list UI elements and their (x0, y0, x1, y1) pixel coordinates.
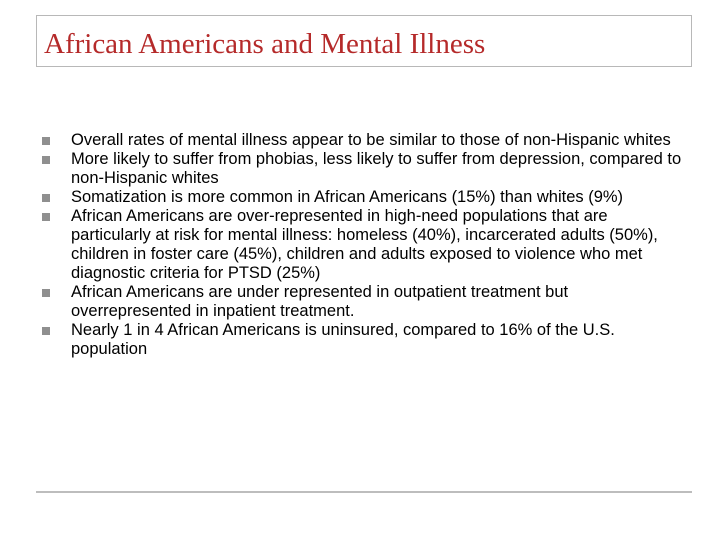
square-bullet-icon (42, 327, 50, 335)
bullet-text: Somatization is more common in African Americans (15%) than whites (9%) (71, 188, 624, 206)
bullet-item (40, 283, 686, 321)
title-frame-right-line (691, 15, 692, 67)
square-bullet-icon (42, 213, 50, 221)
square-bullet-icon (42, 194, 50, 202)
bullet-text: African Americans are under represented in outpatient treatment but overrepresented in inpatient treatment. (71, 283, 569, 320)
title-frame-left-line (36, 15, 37, 67)
bullet-item (40, 321, 686, 359)
bullet-item (40, 188, 686, 207)
bullet-text: African Americans are over-represented in high-need populations that are particularly at risk for mental illness: homeless (40%), incarcerated adults (50%), children in foster care (45%), children and adults exposed to violence who met diagnostic criteria for PTSD (25%) (71, 207, 658, 282)
bullet-text: More likely to suffer from phobias, less likely to suffer from depression, compared to non-Hispanic whites (71, 150, 682, 187)
slide-title: African Americans and Mental Illness (44, 28, 486, 60)
footer-divider (36, 491, 692, 493)
square-bullet-icon (42, 156, 50, 164)
bullet-item (40, 207, 686, 283)
bullet-text: Nearly 1 in 4 African Americans is uninsured, compared to 16% of the U.S. population (71, 321, 615, 358)
square-bullet-icon (42, 137, 50, 145)
square-bullet-icon (42, 289, 50, 297)
title-frame-top-line (36, 15, 692, 16)
title-frame-bottom-line (36, 66, 692, 67)
bullet-text: Overall rates of mental illness appear to be similar to those of non-Hispanic whites (71, 131, 671, 149)
bullet-list (40, 131, 686, 359)
bullet-item (40, 131, 686, 150)
bullet-item (40, 150, 686, 188)
